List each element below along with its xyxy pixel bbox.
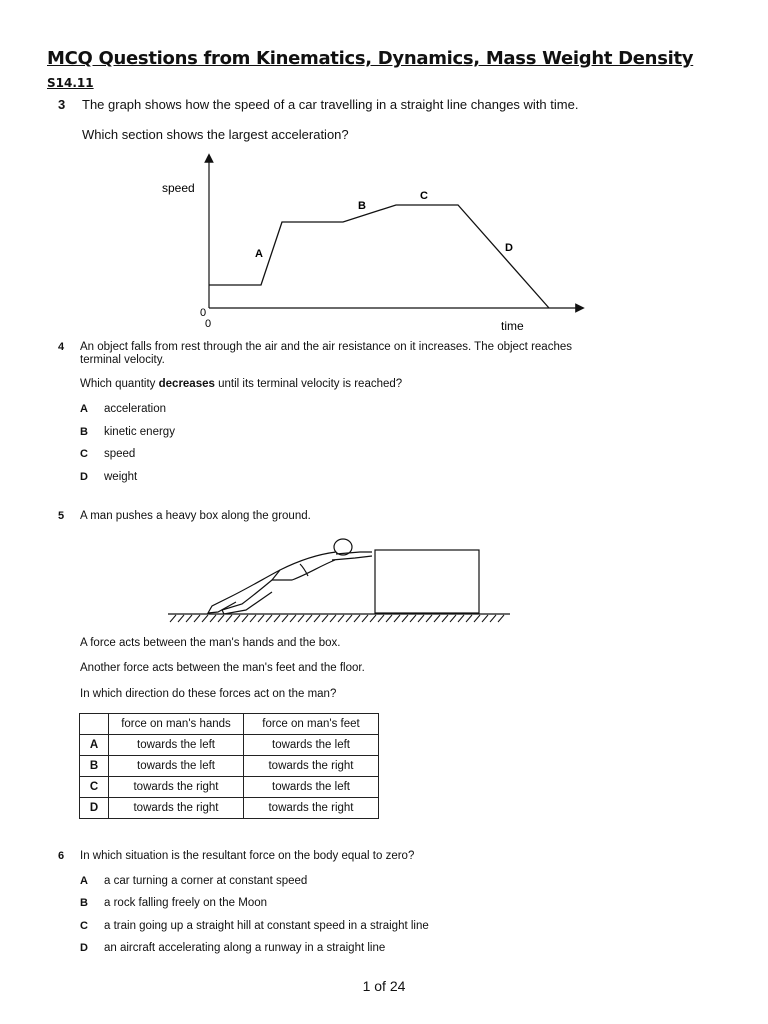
question-5-line3: Another force acts between the man's feet and the floor. xyxy=(80,662,365,674)
q6-option-b-letter: B xyxy=(80,897,88,909)
q4-option-d[interactable]: weight xyxy=(104,471,138,483)
q6-option-a[interactable]: a car turning a corner at constant speed xyxy=(104,875,308,887)
speed-time-graph xyxy=(0,0,768,340)
row-letter: D xyxy=(80,798,109,819)
graph-ylabel: speed xyxy=(162,181,195,195)
graph-origin-y: 0 xyxy=(200,307,207,319)
question-5-line2: A force acts between the man's hands and the box. xyxy=(80,637,341,649)
row-feet: towards the right xyxy=(244,756,379,777)
question-4-text-line2: terminal velocity. xyxy=(80,354,165,366)
page-title: MCQ Questions from Kinematics, Dynamics, Mass Weight Density xyxy=(47,48,694,69)
section-label-d: D xyxy=(505,242,513,254)
table-row[interactable] xyxy=(80,756,379,777)
q6-option-c-letter: C xyxy=(80,920,88,932)
question-3-text: The graph shows how the speed of a car travelling in a straight line changes with time. xyxy=(82,97,579,112)
row-feet: towards the right xyxy=(244,798,379,819)
q6-option-b[interactable]: a rock falling freely on the Moon xyxy=(104,897,268,909)
man-pushing-box-illustration xyxy=(160,530,520,630)
question-6-text: In which situation is the resultant force on the body equal to zero? xyxy=(80,850,415,862)
table-row[interactable] xyxy=(80,735,379,756)
page-number: 1 of 24 xyxy=(362,978,406,994)
row-letter: C xyxy=(80,777,109,798)
question-5-number: 5 xyxy=(58,510,65,522)
forces-table xyxy=(79,713,379,819)
q4-option-b-letter: B xyxy=(80,426,88,438)
box xyxy=(375,550,479,613)
section-label-b: B xyxy=(358,200,366,212)
q4-option-c[interactable]: speed xyxy=(104,448,136,460)
q4-option-a[interactable]: acceleration xyxy=(104,403,167,415)
q6-option-d-letter: D xyxy=(80,942,88,954)
question-4-prompt xyxy=(80,378,402,390)
table-header-hands: force on man's hands xyxy=(109,714,244,735)
question-6-number: 6 xyxy=(58,850,65,862)
table-header-empty xyxy=(80,714,109,735)
q4-option-b[interactable]: kinetic energy xyxy=(104,426,175,438)
question-4-number: 4 xyxy=(58,341,65,353)
graph-xlabel: time xyxy=(501,319,524,333)
q6-option-c[interactable]: a train going up a straight hill at constant speed in a straight line xyxy=(104,920,429,932)
q6-option-a-letter: A xyxy=(80,875,88,887)
question-3-number: 3 xyxy=(58,97,66,112)
question-4-text-line1: An object falls from rest through the air and the air resistance on it increases. The object reaches xyxy=(80,341,572,353)
row-feet: towards the left xyxy=(244,777,379,798)
q6-option-d[interactable]: an aircraft accelerating along a runway in a straight line xyxy=(104,942,386,954)
prompt-pre: Which quantity xyxy=(80,378,159,390)
row-hands: towards the right xyxy=(109,798,244,819)
q4-option-a-letter: A xyxy=(80,403,88,415)
question-5-prompt: In which direction do these forces act on the man? xyxy=(80,688,337,700)
row-hands: towards the right xyxy=(109,777,244,798)
row-hands: towards the left xyxy=(109,735,244,756)
man-figure xyxy=(208,539,372,614)
q4-option-d-letter: D xyxy=(80,471,88,483)
prompt-bold: decreases xyxy=(158,378,215,390)
table-header-feet: force on man's feet xyxy=(244,714,379,735)
table-row[interactable] xyxy=(80,777,379,798)
row-feet: towards the left xyxy=(244,735,379,756)
section-label-a: A xyxy=(255,248,263,260)
row-letter: A xyxy=(80,735,109,756)
q4-option-c-letter: C xyxy=(80,448,88,460)
prompt-post: until its terminal velocity is reached? xyxy=(214,378,403,390)
graph-origin-x: 0 xyxy=(205,318,212,330)
paper-code: S14.11 xyxy=(47,76,94,90)
table-header-row xyxy=(80,714,379,735)
ground-hatching xyxy=(170,615,504,622)
row-letter: B xyxy=(80,756,109,777)
question-5-text: A man pushes a heavy box along the ground. xyxy=(80,510,311,522)
row-hands: towards the left xyxy=(109,756,244,777)
section-label-c: C xyxy=(420,190,428,202)
question-3-prompt: Which section shows the largest acceleration? xyxy=(82,127,349,142)
table-row[interactable] xyxy=(80,798,379,819)
